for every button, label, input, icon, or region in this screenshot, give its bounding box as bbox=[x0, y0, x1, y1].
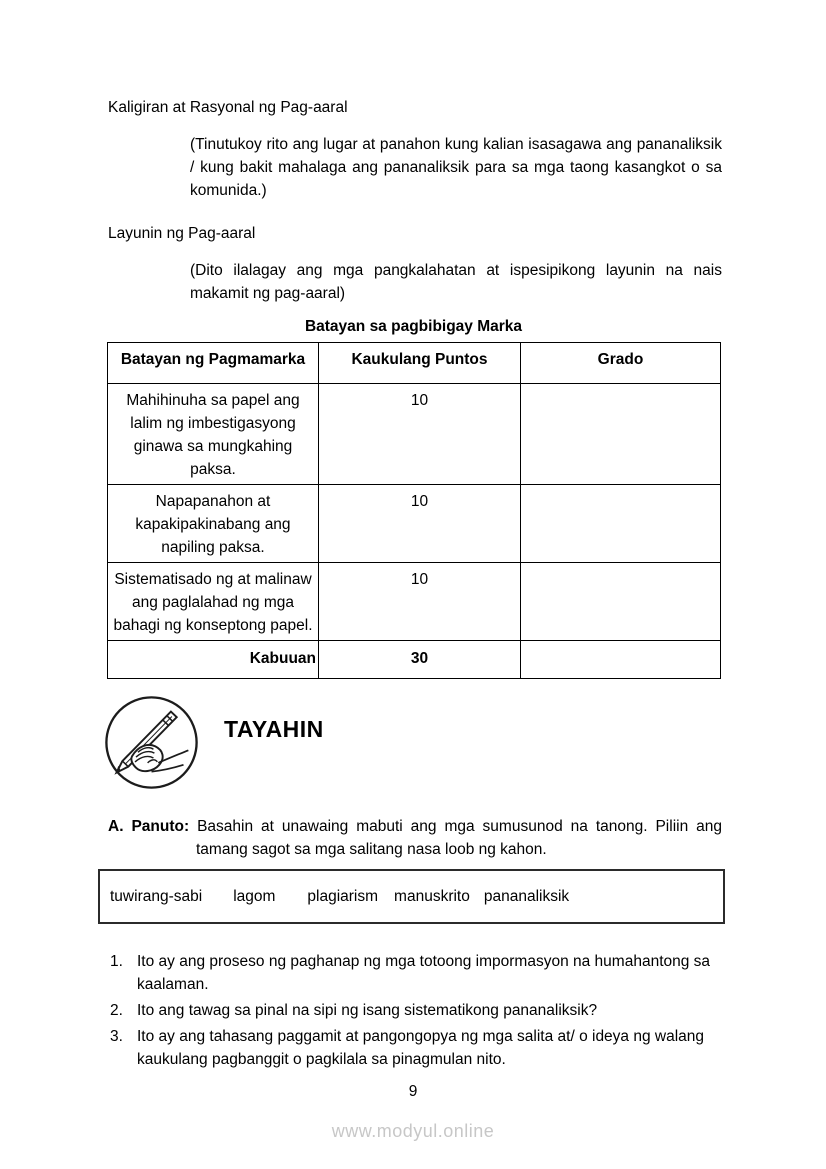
instruction-text: Basahin at unawaing mabuti ang mga sumusunod na tanong. Piliin ang tamang sagot sa mga salitang nasa loob ng kahon. bbox=[189, 818, 723, 858]
rubric-total-points: 30 bbox=[319, 641, 521, 679]
question-number: 1. bbox=[110, 953, 123, 970]
rubric-grade-cell bbox=[521, 485, 721, 563]
question-text: Ito ay ang proseso ng paghanap ng mga totoong impormasyon na humahantong sa kaalaman. bbox=[137, 953, 711, 993]
rubric-table bbox=[107, 342, 721, 679]
rubric-criteria-cell: Sistematisado ng at malinaw ang paglalahad ng mga bahagi ng konseptong papel. bbox=[108, 563, 319, 641]
question-item bbox=[110, 999, 722, 1022]
rubric-header-points: Kaukulang Puntos bbox=[319, 343, 521, 384]
rubric-row bbox=[108, 485, 721, 563]
question-text: Ito ay ang tahasang paggamit at pangongopya ng mga salita at/ o ideya ng walang kaukulang pagbanggit o pagkilala sa pinagmulan nito. bbox=[137, 1028, 705, 1068]
hand-writing-icon bbox=[103, 694, 200, 791]
rubric-criteria-cell: Mahihinuha sa papel ang lalim ng imbestigasyong ginawa sa mungkahing paksa. bbox=[108, 384, 319, 485]
instruction-paragraph bbox=[108, 815, 722, 861]
question-text: Ito ang tawag sa pinal na sipi ng isang sistematikong pananaliksik? bbox=[137, 1002, 598, 1019]
question-number: 3. bbox=[110, 1028, 123, 1045]
assessment-header bbox=[103, 694, 826, 791]
word-bank-box bbox=[98, 869, 725, 924]
rubric-grade-cell bbox=[521, 384, 721, 485]
question-item bbox=[110, 1025, 722, 1071]
objectives-heading: Layunin ng Pag-aaral bbox=[108, 225, 256, 242]
page-number: 9 bbox=[408, 1083, 418, 1100]
question-number: 2. bbox=[110, 1002, 123, 1019]
rubric-grade-cell bbox=[521, 563, 721, 641]
word-bank-item: manuskrito bbox=[394, 888, 470, 905]
rubric-row bbox=[108, 563, 721, 641]
rubric-header-grade: Grado bbox=[521, 343, 721, 384]
word-bank-item: pananaliksik bbox=[483, 888, 570, 905]
rubric-header-criteria: Batayan ng Pagmamarka bbox=[108, 343, 319, 384]
rubric-criteria-cell: Napapanahon at kapakipakinabang ang napiling paksa. bbox=[108, 485, 319, 563]
rubric-header-row bbox=[108, 343, 721, 384]
rubric-total-grade bbox=[521, 641, 721, 679]
background-note: (Tinutukoy rito ang lugar at panahon kung kalian isasagawa ang pananaliksik / kung bakit mahalaga ang pananaliksik para sa mga taong kasangkot o sa komunida.) bbox=[190, 136, 722, 199]
watermark: www.modyul.online bbox=[331, 1121, 495, 1141]
assessment-heading: TAYAHIN bbox=[224, 716, 324, 742]
question-list bbox=[110, 950, 722, 1071]
rubric-row bbox=[108, 384, 721, 485]
question-item bbox=[110, 950, 722, 996]
rubric-total-label: Kabuuan bbox=[108, 641, 319, 679]
rubric-total-row bbox=[108, 641, 721, 679]
objectives-note: (Dito ilalagay ang mga pangkalahatan at ispesipikong layunin na nais makamit ng pag-aaral) bbox=[190, 262, 722, 302]
rubric-points-cell: 10 bbox=[319, 485, 521, 563]
word-bank-item: plagiarism bbox=[307, 888, 379, 905]
instruction-label: A. Panuto: bbox=[108, 818, 190, 835]
background-heading: Kaligiran at Rasyonal ng Pag-aaral bbox=[108, 99, 348, 116]
rubric-title: Batayan sa pagbibigay Marka bbox=[304, 318, 523, 335]
rubric-points-cell: 10 bbox=[319, 563, 521, 641]
word-bank-item: tuwirang-sabi bbox=[110, 888, 203, 905]
rubric-points-cell: 10 bbox=[319, 384, 521, 485]
word-bank-item: lagom bbox=[233, 888, 276, 905]
